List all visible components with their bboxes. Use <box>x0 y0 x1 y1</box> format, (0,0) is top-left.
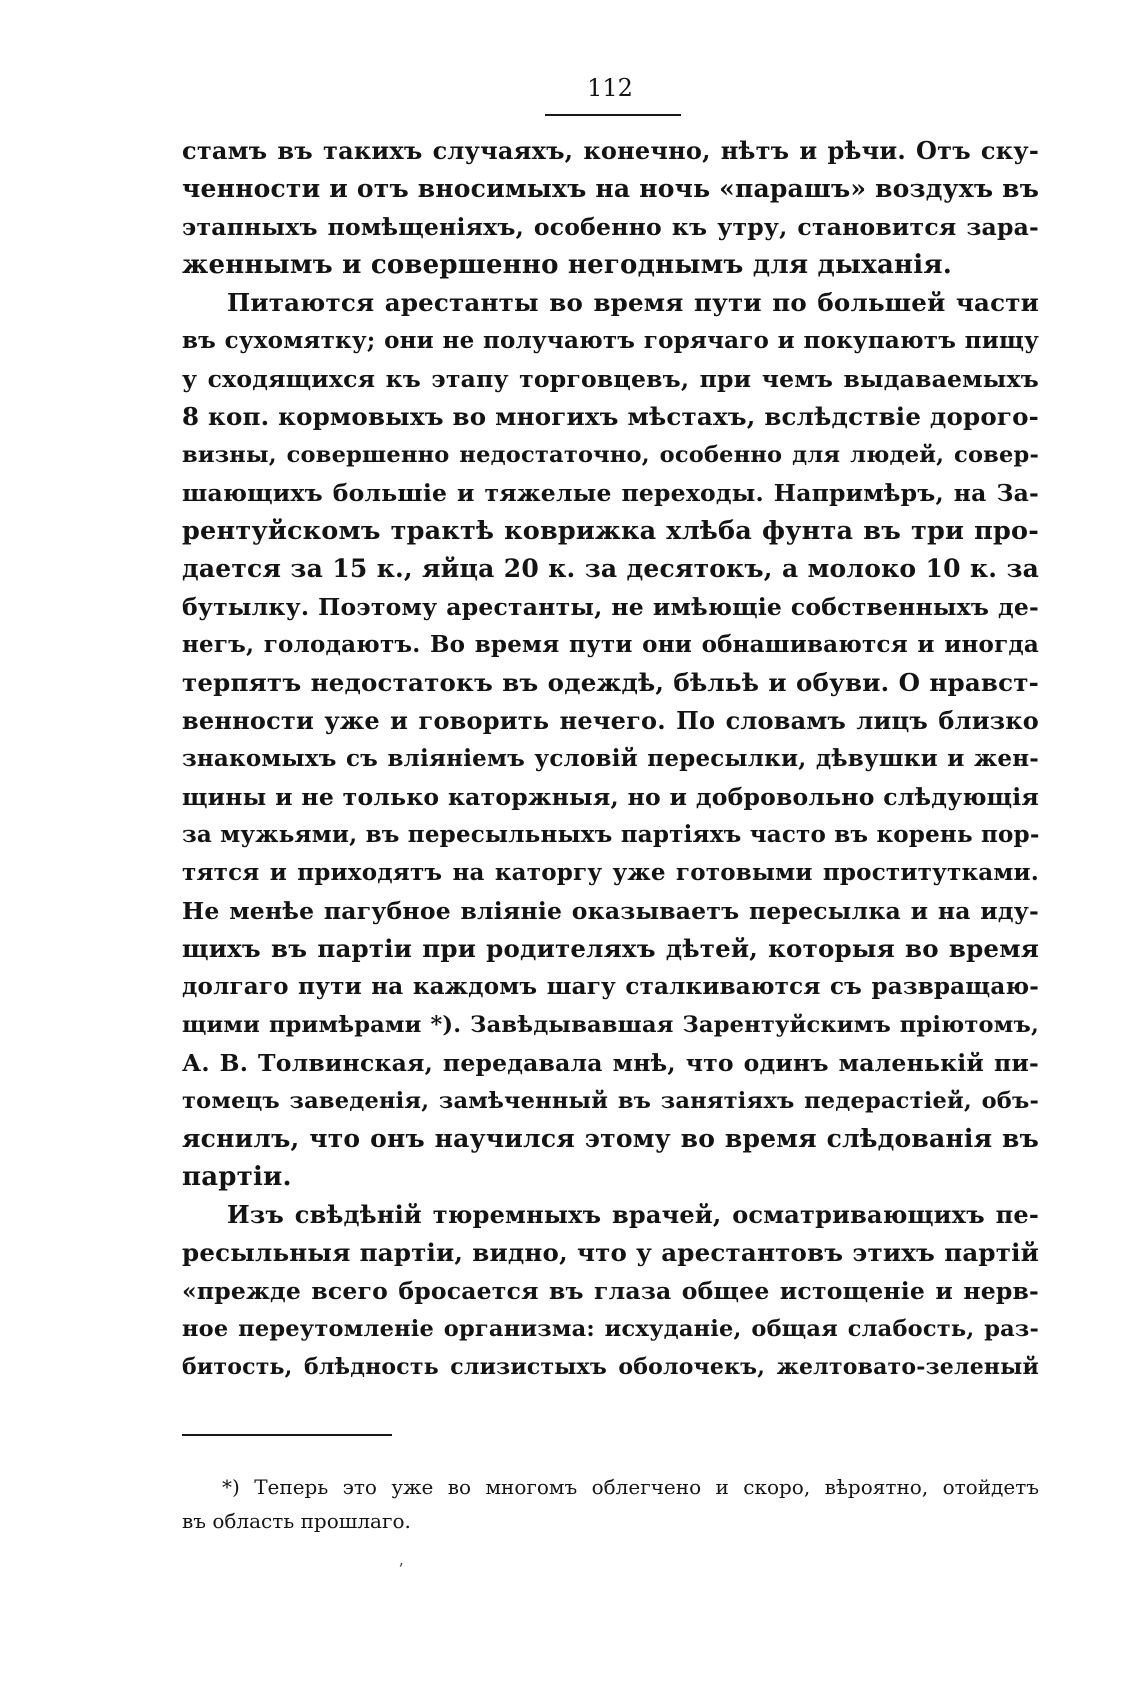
text-line: щими примѣрами *). Завѣдывавшая Зарентуйскимъ пріютомъ, <box>182 1012 1039 1038</box>
text-line: дается за 15 к., яйца 20 к. за десятокъ, а молоко 10 к. за <box>182 554 1039 583</box>
page-number: 112 <box>587 74 633 102</box>
text-line: венности уже и говорить нечего. По словамъ лицъ близко <box>182 706 1039 735</box>
text-line: А. В. Толвинская, передавала мнѣ, что одинъ маленькій пи- <box>182 1049 1039 1077</box>
text-line: за мужьями, въ пересыльныхъ партіяхъ часто въ корень пор- <box>182 821 1040 848</box>
text-line: щихъ въ партіи при родителяхъ дѣтей, которыя во время <box>182 934 1039 963</box>
text-line: бутылку. Поэтому арестанты, не имѣющіе собственныхъ де- <box>182 593 1039 621</box>
text-line: стамъ въ такихъ случаяхъ, конечно, нѣтъ и рѣчи. Отъ ску- <box>182 136 1039 165</box>
text-line: ченности и отъ вносимыхъ на ночь «парашъ» воздухъ въ <box>182 174 1040 203</box>
text-line: 8 коп. кормовыхъ во многихъ мѣстахъ, вслѣдствіе дорого- <box>182 402 1039 431</box>
text-line: шающихъ большіе и тяжелые переходы. Напримѣръ, на За- <box>182 479 1039 507</box>
text-line: битость, блѣдность слизистыхъ оболочекъ, желтовато-зеленый <box>182 1354 1039 1380</box>
text-line: Не менѣе пагубное вліяніе оказываетъ пересылка и на иду- <box>182 897 1039 925</box>
header-rule <box>545 114 681 116</box>
text-line: этапныхъ помѣщеніяхъ, особенно къ утру, становится зара- <box>182 213 1039 241</box>
footnote-line: въ область прошлаго. <box>182 1509 411 1533</box>
text-line: негъ, голодаютъ. Во время пути они обнашиваются и иногда <box>182 631 1039 658</box>
text-line: тятся и приходятъ на каторгу уже готовыми проститутками. <box>182 859 1039 886</box>
text-line: терпятъ недостатокъ въ одеждѣ, бѣльѣ и обуви. О нравст- <box>182 668 1039 697</box>
text-line: «прежде всего бросается въ глаза общее истощеніе и нерв- <box>182 1277 1039 1305</box>
text-line: томецъ заведенія, замѣченный въ занятіяхъ педерастіей, объ- <box>182 1088 1039 1114</box>
paragraph-first-line: Изъ свѣдѣній тюремныхъ врачей, осматривающихъ пе- <box>227 1200 1039 1229</box>
text-line: рентуйскомъ трактѣ коврижка хлѣба фунта въ три про- <box>182 516 1039 546</box>
text-line: партіи. <box>182 1162 292 1192</box>
text-line: визны, совершенно недостаточно, особенно для людей, совер- <box>182 442 1039 468</box>
text-line: женнымъ и совершенно негоднымъ для дыханія. <box>182 250 953 280</box>
text-line: ное переутомленіе организма: исхуданіе, общая слабость, раз- <box>182 1316 1039 1342</box>
text-line: долгаго пути на каждомъ шагу сталкиваются съ развращаю- <box>182 973 1039 1000</box>
footnote-rule <box>182 1434 392 1436</box>
text-line: въ сухомятку; они не получаютъ горячаго и покупаютъ пищу <box>182 327 1039 354</box>
text-line: щины и не только каторжныя, но и добровольно слѣдующія <box>182 783 1039 811</box>
footnote-line: *) Теперь это уже во многомъ облегчено и скоро, вѣроятно, отойдетъ <box>222 1475 1039 1499</box>
text-line: яснилъ, что онъ научился этому во время слѣдованія въ <box>182 1124 1039 1153</box>
paragraph-first-line: Питаются арестанты во время пути по большей части <box>227 288 1039 317</box>
text-line: ресыльныя партіи, видно, что у арестантовъ этихъ партій <box>182 1238 1039 1267</box>
text-line: у сходящихся къ этапу торговцевъ, при чемъ выдаваемыхъ <box>182 365 1039 393</box>
text-line: знакомыхъ съ вліяніемъ условій пересылки, дѣвушки и жен- <box>182 745 1039 772</box>
stray-ink-mark: ʼ <box>398 1560 404 1579</box>
